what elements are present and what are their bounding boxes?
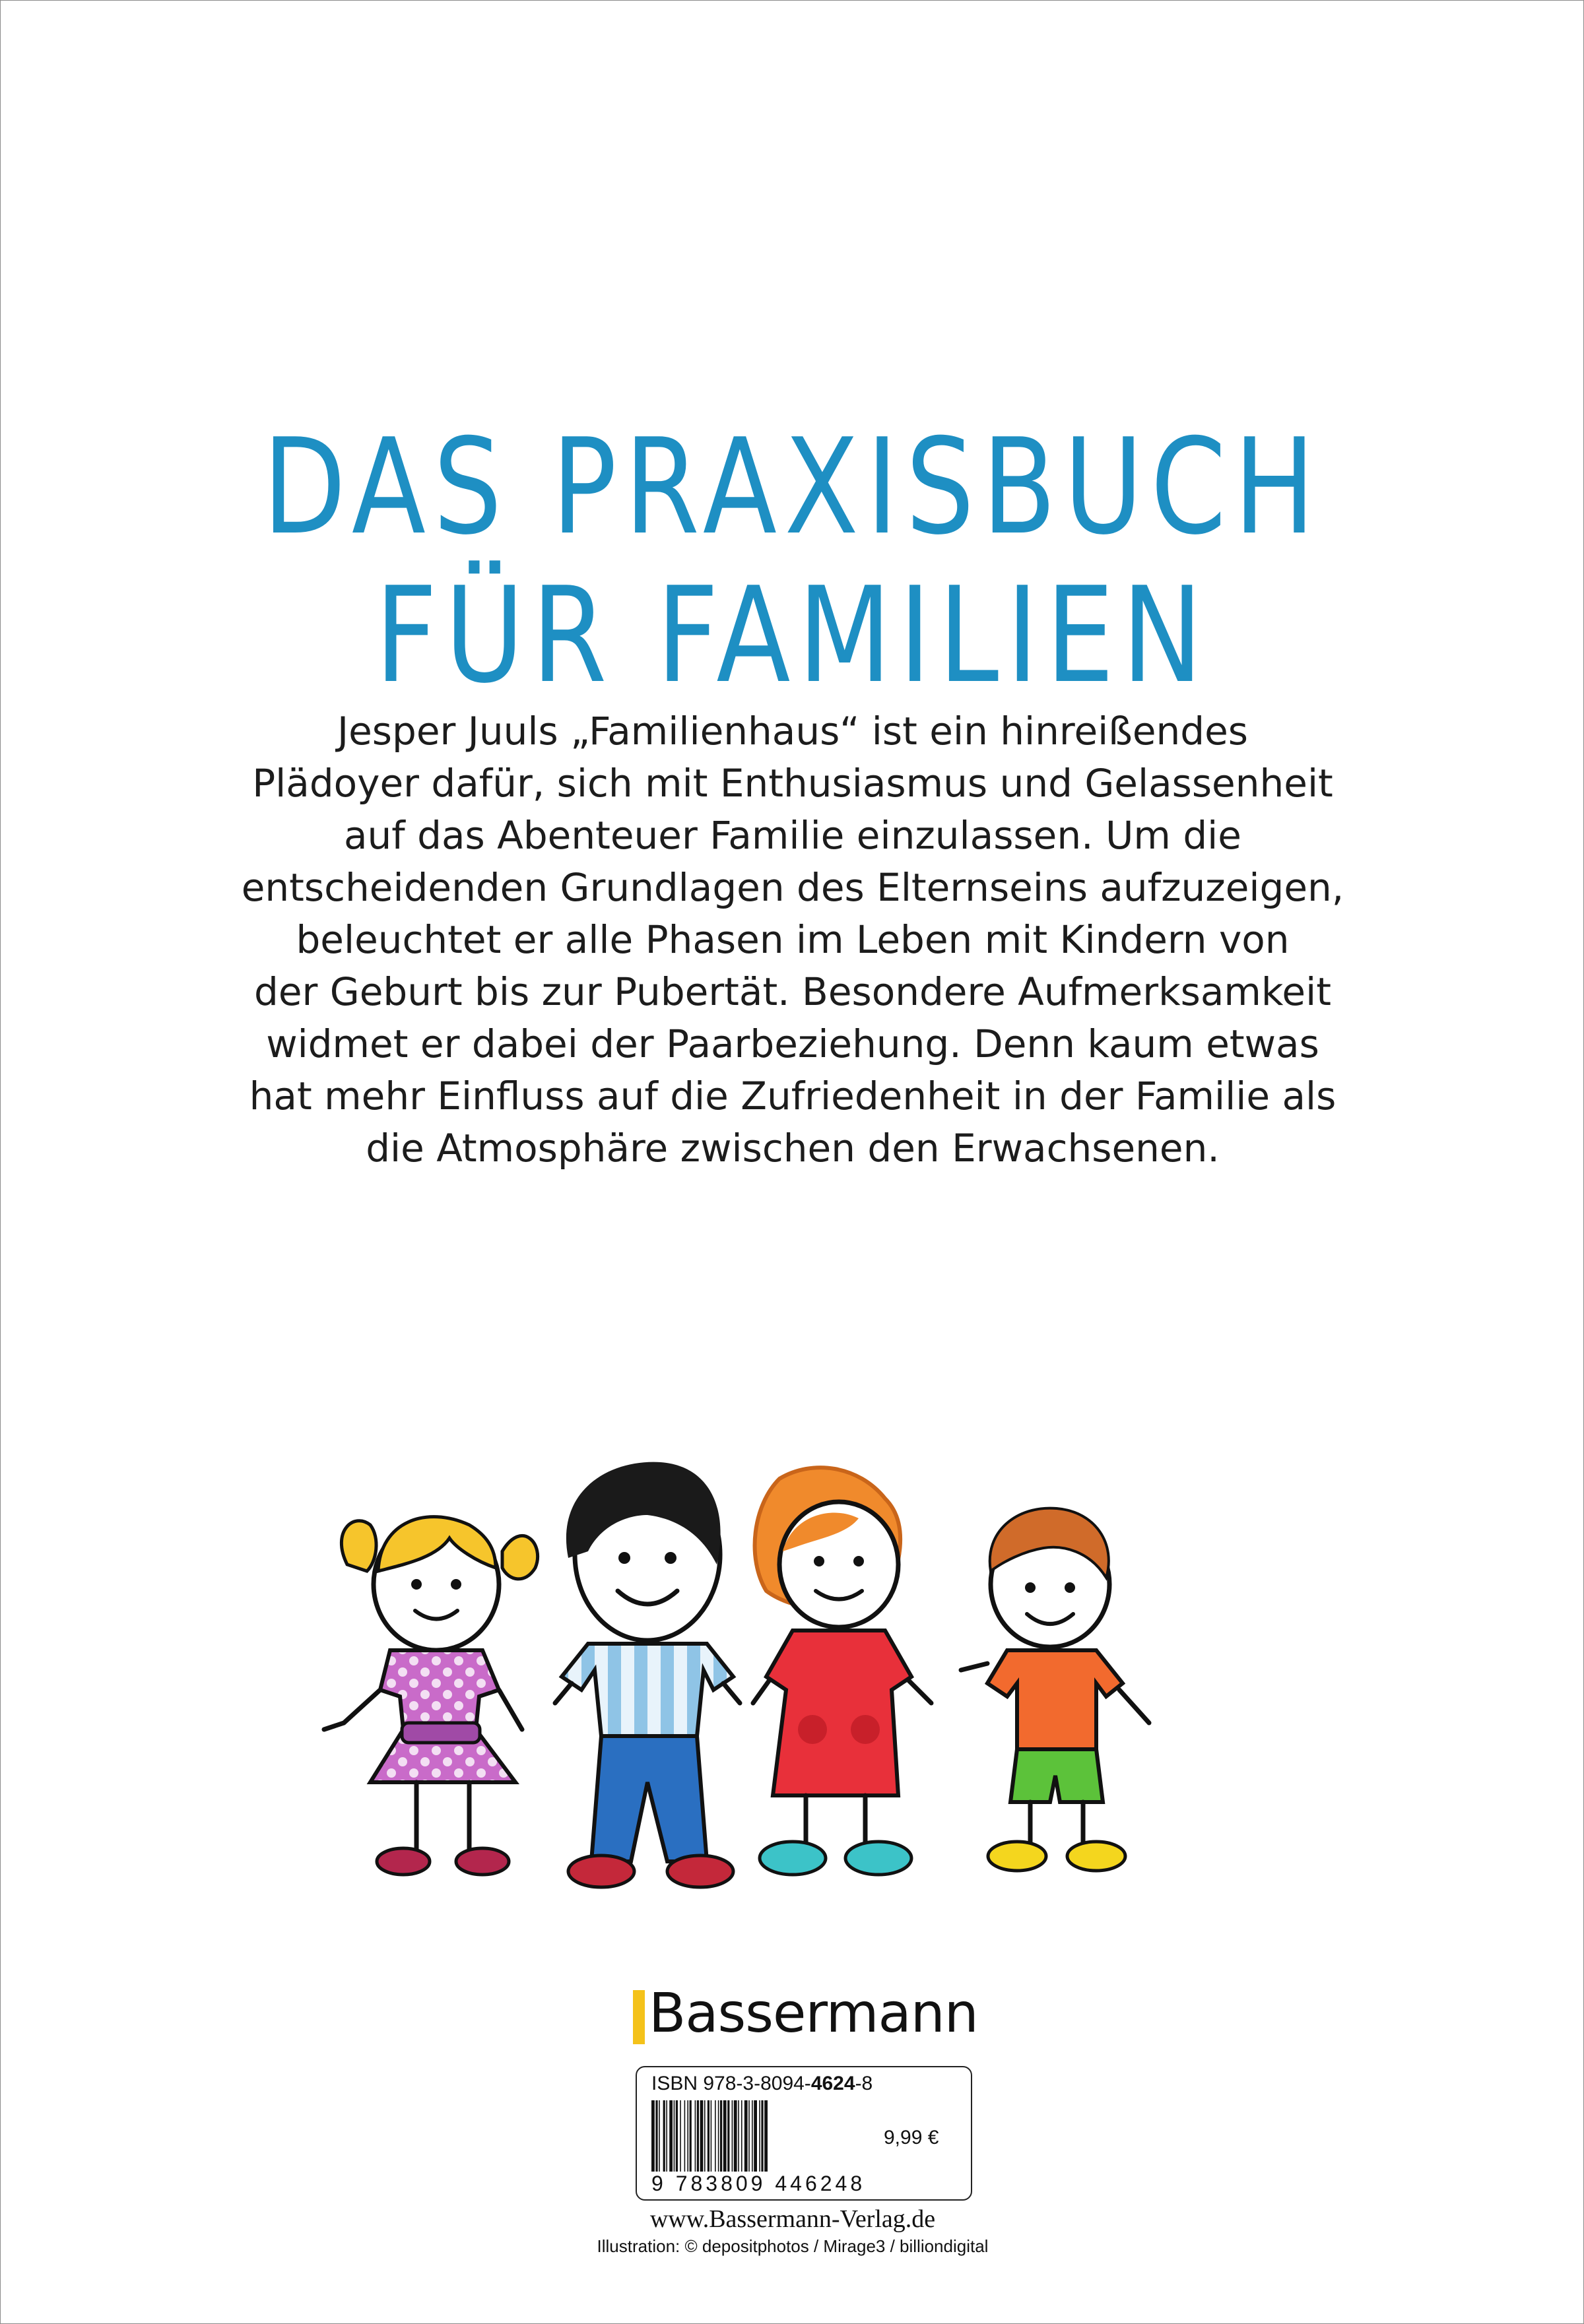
- isbn-bold: 4624: [810, 2073, 855, 2094]
- isbn-line: [651, 2073, 873, 2095]
- barcode-bar: [708, 2100, 710, 2172]
- barcode-bar: [761, 2100, 763, 2172]
- blurb-line: der Geburt bis zur Pubertät. Besondere Aufmerksamkeit: [254, 969, 1331, 1014]
- blurb-line: entscheidenden Grundlagen des Elternseins aufzuzeigen,: [241, 865, 1344, 910]
- boy-figure: [987, 1508, 1149, 1871]
- barcode-bar: [700, 2100, 704, 2172]
- barcode-bar: [718, 2100, 719, 2172]
- cover-title: [251, 410, 1334, 713]
- barcode-bar: [732, 2100, 733, 2172]
- barcode-bar: [764, 2100, 768, 2172]
- barcode-bar: [695, 2100, 696, 2172]
- barcode-bar: [727, 2100, 729, 2172]
- blurb-line: widmet er dabei der Paarbeziehung. Denn kaum etwas: [266, 1021, 1319, 1066]
- barcode-bar: [734, 2100, 737, 2172]
- barcode-bar: [669, 2100, 673, 2172]
- barcode-bar: [711, 2100, 712, 2172]
- barcode-bar: [738, 2100, 739, 2172]
- barcode-bar: [704, 2100, 706, 2172]
- blurb-line: Plädoyer dafür, sich mit Enthusiasmus und Gelassenheit: [252, 761, 1333, 806]
- barcode-bar: [687, 2100, 688, 2172]
- barcode-bar: [723, 2100, 727, 2172]
- cover-blurb: [119, 705, 1466, 1175]
- title-line-1: DAS PRAXISBUCH: [262, 410, 1323, 564]
- father-figure: [555, 1462, 740, 1887]
- blurb-line: Jesper Juuls „Familienhaus“ ist ein hinreißendes: [337, 709, 1248, 754]
- barcode-bar: [697, 2100, 699, 2172]
- illustration-credit: Illustration: © depositphotos / Mirage3 / billiondigital: [597, 2236, 989, 2256]
- barcode-bar: [674, 2100, 675, 2172]
- barcode-bar: [741, 2100, 742, 2172]
- barcode-bar: [680, 2100, 681, 2172]
- blurb-line: beleuchtet er alle Phasen im Leben mit Kindern von: [296, 917, 1290, 962]
- publisher-name: Bassermann: [649, 1982, 978, 2045]
- girl-figure: [324, 1517, 538, 1875]
- family-illustration: [317, 1452, 1255, 1914]
- barcode-bar: [676, 2100, 678, 2172]
- barcode-bar: [715, 2100, 716, 2172]
- barcode-bar: [752, 2100, 753, 2172]
- barcode-bar: [651, 2100, 655, 2172]
- mother-figure: [753, 1468, 931, 1875]
- isbn-prefix: ISBN 978-3-8094-: [651, 2073, 811, 2094]
- barcode-bars: [651, 2100, 869, 2172]
- blurb-line: die Atmosphäre zwischen den Erwachsenen.: [366, 1126, 1220, 1171]
- isbn-suffix: -8: [855, 2073, 873, 2094]
- barcode-bar: [759, 2100, 760, 2172]
- barcode-bar: [748, 2100, 750, 2172]
- publisher-logo: [633, 1982, 1003, 2052]
- title-line-2: FÜR FAMILIEN: [375, 559, 1210, 713]
- logo-accent-bar: [633, 1990, 645, 2044]
- publisher-url: www.Bassermann-Verlag.de: [649, 2205, 936, 2233]
- barcode-bar: [744, 2100, 748, 2172]
- price-label: 9,99 €: [884, 2127, 939, 2148]
- barcode-bar: [659, 2100, 660, 2172]
- barcode-bar: [684, 2100, 686, 2172]
- barcode-bar: [720, 2100, 722, 2172]
- barcode-bar: [666, 2100, 667, 2172]
- blurb-line: auf das Abenteuer Familie einzulassen. Um die: [344, 813, 1241, 858]
- barcode-bar: [655, 2100, 657, 2172]
- barcode-bar: [690, 2100, 692, 2172]
- barcode-digits: 9 783809 446248: [651, 2172, 866, 2195]
- blurb-line: hat mehr Einfluss auf die Zufriedenheit in der Familie als: [249, 1074, 1336, 1118]
- barcode-box: [636, 2066, 972, 2201]
- barcode-bar: [754, 2100, 757, 2172]
- barcode-bar: [663, 2100, 665, 2172]
